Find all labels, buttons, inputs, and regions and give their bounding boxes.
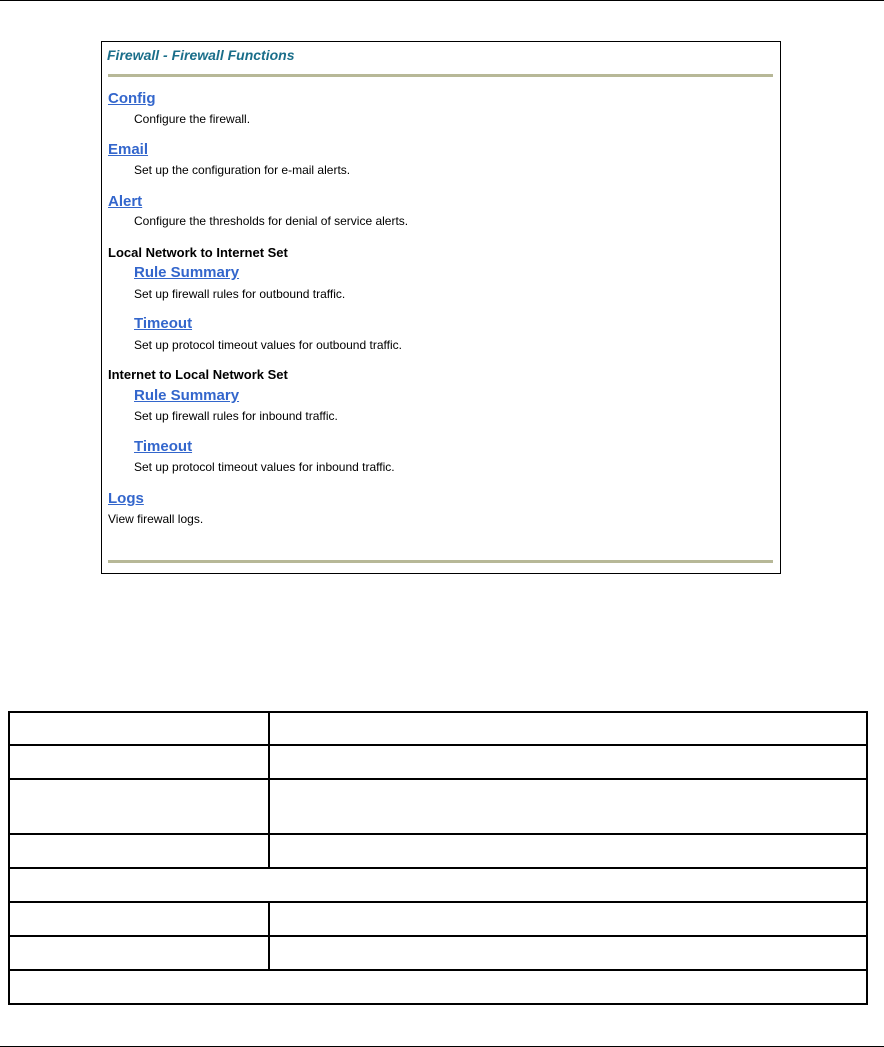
footer-divider bbox=[108, 560, 773, 563]
field-description-table bbox=[8, 711, 868, 1005]
alert-link[interactable]: Alert bbox=[108, 193, 143, 210]
table-row bbox=[9, 902, 867, 936]
outbound-timeout-link[interactable]: Timeout bbox=[134, 315, 193, 332]
table-cell bbox=[269, 902, 867, 936]
section-heading-inbound: Internet to Local Network Set bbox=[108, 367, 288, 382]
inbound-timeout-description: Set up protocol timeout values for inbound traffic. bbox=[134, 460, 395, 474]
table-cell bbox=[269, 834, 867, 868]
table-cell bbox=[9, 936, 269, 970]
table-cell bbox=[269, 745, 867, 779]
table-cell bbox=[9, 902, 269, 936]
table-cell bbox=[269, 712, 867, 745]
table-row bbox=[9, 779, 867, 834]
outbound-timeout-description: Set up protocol timeout values for outbound traffic. bbox=[134, 338, 402, 352]
table-cell bbox=[9, 834, 269, 868]
table-row bbox=[9, 936, 867, 970]
table-row bbox=[9, 970, 867, 1004]
alert-description: Configure the thresholds for denial of service alerts. bbox=[134, 214, 409, 228]
logs-link[interactable]: Logs bbox=[108, 490, 144, 507]
config-link[interactable]: Config bbox=[108, 90, 156, 107]
page-top-rule bbox=[0, 0, 884, 1]
table-cell bbox=[9, 712, 269, 745]
firewall-functions-panel bbox=[101, 41, 781, 574]
inbound-rule-summary-description: Set up firewall rules for inbound traffic. bbox=[134, 409, 338, 423]
logs-description: View firewall logs. bbox=[108, 512, 204, 526]
table-cell bbox=[269, 779, 867, 834]
outbound-rule-summary-link[interactable]: Rule Summary bbox=[134, 264, 240, 281]
inbound-rule-summary-link[interactable]: Rule Summary bbox=[134, 387, 240, 404]
email-link[interactable]: Email bbox=[108, 141, 149, 158]
title-divider bbox=[108, 74, 773, 77]
table-cell bbox=[9, 868, 867, 902]
panel-title: Firewall - Firewall Functions bbox=[107, 47, 295, 63]
section-heading-outbound: Local Network to Internet Set bbox=[108, 245, 288, 260]
table-row bbox=[9, 834, 867, 868]
table-row bbox=[9, 868, 867, 902]
outbound-rule-summary-description: Set up firewall rules for outbound traffic. bbox=[134, 287, 346, 301]
config-description: Configure the firewall. bbox=[134, 112, 251, 126]
table-row bbox=[9, 712, 867, 745]
email-description: Set up the configuration for e-mail alerts. bbox=[134, 163, 351, 177]
table-cell bbox=[9, 745, 269, 779]
table-cell bbox=[9, 779, 269, 834]
table-cell bbox=[269, 936, 867, 970]
table-row bbox=[9, 745, 867, 779]
table-cell bbox=[9, 970, 867, 1004]
inbound-timeout-link[interactable]: Timeout bbox=[134, 438, 193, 455]
